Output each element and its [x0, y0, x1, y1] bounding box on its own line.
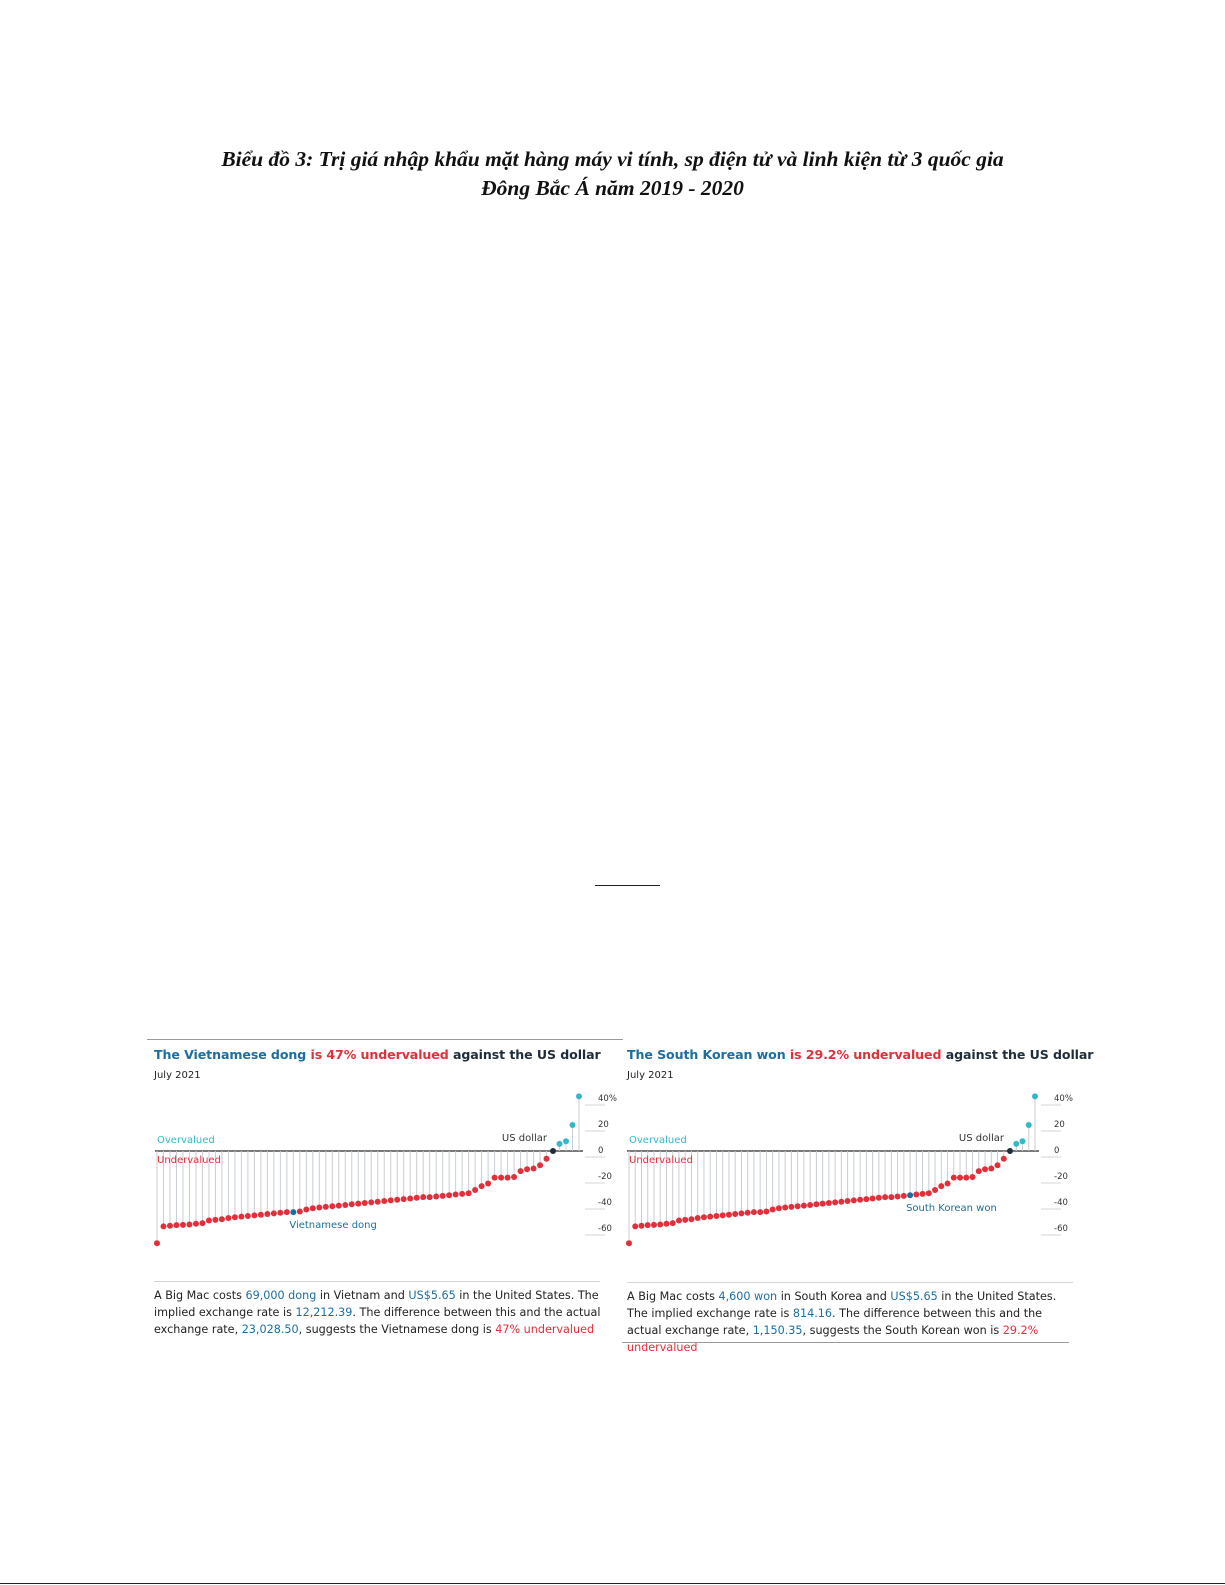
- description-fragment: . The difference between this and the actual exchange rate,: [154, 1306, 601, 1336]
- undervalued-dot: [544, 1156, 550, 1162]
- undervalued-dot: [782, 1205, 788, 1211]
- highlighted-currency-label: Vietnamese dong: [289, 1220, 377, 1232]
- y-tick-label: -20: [598, 1172, 612, 1182]
- overvalued-label: Overvalued: [629, 1135, 687, 1146]
- south-korea-big-mac-panel: [622, 1039, 1094, 1354]
- description-fragment: 814.16: [792, 1307, 832, 1320]
- description-separator: [627, 1282, 1073, 1283]
- undervalued-dot: [362, 1200, 368, 1206]
- y-tick-label: 20: [598, 1120, 609, 1130]
- undervalued-dot: [913, 1192, 919, 1198]
- undervalued-dot: [199, 1220, 205, 1226]
- footnote-rule: [595, 885, 660, 886]
- undervalued-dot: [751, 1209, 757, 1215]
- undervalued-dot: [271, 1210, 277, 1216]
- panel-description: [154, 1287, 614, 1338]
- panel-date: July 2021: [627, 1070, 674, 1081]
- undervalued-dot: [453, 1192, 459, 1198]
- undervalued-dot: [212, 1217, 218, 1223]
- undervalued-dot: [225, 1215, 231, 1221]
- undervalued-dot: [518, 1168, 524, 1174]
- description-fragment: A Big Mac costs: [154, 1289, 246, 1302]
- undervalued-dot: [995, 1162, 1001, 1168]
- undervalued-dot: [851, 1197, 857, 1203]
- undervalued-dot: [180, 1222, 186, 1228]
- panel-title: [627, 1047, 1093, 1062]
- undervalued-dot: [277, 1210, 283, 1216]
- undervalued-dot: [882, 1194, 888, 1200]
- undervalued-dot: [375, 1199, 381, 1205]
- undervalued-dot: [651, 1222, 657, 1228]
- undervalued-dot: [970, 1174, 976, 1180]
- undervalued-dot: [713, 1213, 719, 1219]
- description-fragment: 69,000 dong: [245, 1289, 317, 1302]
- undervalued-dot: [479, 1183, 485, 1189]
- undervalued-dot: [738, 1210, 744, 1216]
- chart-caption-line-2: Đông Bắc Á năm 2019 - 2020: [481, 176, 744, 200]
- undervalued-dot: [394, 1197, 400, 1203]
- undervalued-dot: [820, 1201, 826, 1207]
- undervalued-dot: [505, 1175, 511, 1181]
- undervalued-dot: [251, 1212, 257, 1218]
- panel-title: [154, 1047, 601, 1062]
- chart-caption-line-1: Biểu đồ 3: Trị giá nhập khẩu mặt hàng máy vi tính, sp điện tử và linh kiện từ 3 quốc gia: [221, 147, 1004, 171]
- description-fragment: in Vietnam and: [316, 1289, 409, 1302]
- overvalued-dot: [1026, 1122, 1032, 1128]
- title-currency: The Vietnamese dong: [154, 1047, 307, 1062]
- undervalued-dot: [982, 1166, 988, 1172]
- overvalued-dot: [1020, 1138, 1026, 1144]
- description-fragment: 23,028.50: [241, 1323, 299, 1336]
- undervalued-label: Undervalued: [629, 1155, 693, 1166]
- undervalued-dot: [531, 1166, 537, 1172]
- description-separator: [154, 1281, 600, 1282]
- y-tick-label: -60: [598, 1224, 612, 1234]
- undervalued-dot: [167, 1223, 173, 1229]
- description-fragment: , suggests the South Korean won is: [802, 1324, 1003, 1337]
- undervalued-dot: [857, 1197, 863, 1203]
- undervalued-dot: [963, 1175, 969, 1181]
- undervalued-dot: [638, 1223, 644, 1229]
- undervalued-dot: [801, 1203, 807, 1209]
- valuation-chart: [147, 1089, 617, 1279]
- undervalued-dot: [1001, 1156, 1007, 1162]
- highlighted-currency-dot: [907, 1192, 913, 1198]
- panel-description: [627, 1288, 1067, 1356]
- undervalued-dot: [349, 1201, 355, 1207]
- undervalued-dot: [284, 1209, 290, 1215]
- undervalued-dot: [485, 1181, 491, 1187]
- overvalued-dot: [1013, 1141, 1019, 1147]
- undervalued-dot: [670, 1220, 676, 1226]
- y-tick-label: -60: [1054, 1224, 1068, 1234]
- undervalued-label: Undervalued: [157, 1155, 221, 1166]
- undervalued-dot: [632, 1223, 638, 1229]
- undervalued-dot: [264, 1211, 270, 1217]
- undervalued-dot: [329, 1203, 335, 1209]
- undervalued-dot: [238, 1214, 244, 1220]
- y-tick-label: -20: [1054, 1172, 1068, 1182]
- y-tick-label: 40%: [1054, 1094, 1073, 1104]
- undervalued-dot: [870, 1195, 876, 1201]
- undervalued-dot: [745, 1210, 751, 1216]
- undervalued-dot: [193, 1221, 199, 1227]
- undervalued-dot: [414, 1195, 420, 1201]
- description-fragment: in South Korea and: [777, 1290, 891, 1303]
- undervalued-dot: [695, 1215, 701, 1221]
- undervalued-dot: [701, 1214, 707, 1220]
- description-fragment: . The difference between this and the actual exchange rate,: [627, 1307, 1043, 1337]
- undervalued-dot: [245, 1213, 251, 1219]
- undervalued-dot: [316, 1205, 322, 1211]
- us-dollar-dot: [1007, 1148, 1013, 1154]
- undervalued-dot: [938, 1183, 944, 1189]
- undervalued-dot: [219, 1216, 225, 1222]
- y-tick-label: 0: [598, 1146, 604, 1156]
- undervalued-dot: [303, 1207, 309, 1213]
- undervalued-dot: [770, 1207, 776, 1213]
- overvalued-label: Overvalued: [157, 1135, 215, 1146]
- undervalued-dot: [388, 1197, 394, 1203]
- undervalued-dot: [323, 1204, 329, 1210]
- y-tick-label: 40%: [598, 1094, 617, 1104]
- undervalued-dot: [355, 1201, 361, 1207]
- undervalued-dot: [433, 1194, 439, 1200]
- description-fragment: 12,212.39: [295, 1306, 353, 1319]
- undervalued-dot: [511, 1174, 517, 1180]
- undervalued-dot: [945, 1181, 951, 1187]
- undervalued-dot: [401, 1196, 407, 1202]
- y-tick-label: -40: [1054, 1198, 1068, 1208]
- undervalued-dot: [407, 1195, 413, 1201]
- description-fragment: in the United States. The implied exchange rate is: [627, 1290, 1057, 1320]
- undervalued-dot: [838, 1199, 844, 1205]
- undervalued-dot: [420, 1194, 426, 1200]
- undervalued-dot: [173, 1222, 179, 1228]
- panel-date: July 2021: [154, 1070, 201, 1081]
- undervalued-dot: [951, 1175, 957, 1181]
- overvalued-dot: [1032, 1093, 1038, 1099]
- undervalued-dot: [645, 1222, 651, 1228]
- undervalued-dot: [895, 1194, 901, 1200]
- undervalued-dot: [763, 1208, 769, 1214]
- y-tick-label: 0: [1054, 1146, 1060, 1156]
- overvalued-dot: [570, 1122, 576, 1128]
- panel-top-border: [147, 1039, 623, 1040]
- panel-bottom-border: [622, 1342, 1069, 1343]
- title-against: against the US dollar: [941, 1047, 1094, 1062]
- undervalued-dot: [492, 1175, 498, 1181]
- undervalued-dot: [657, 1221, 663, 1227]
- undervalued-dot: [258, 1212, 264, 1218]
- us-dollar-label: US dollar: [501, 1133, 548, 1144]
- vietnam-big-mac-panel: [147, 1039, 624, 1344]
- undervalued-dot: [368, 1199, 374, 1205]
- undervalued-dot: [498, 1175, 504, 1181]
- undervalued-dot: [876, 1195, 882, 1201]
- undervalued-dot: [720, 1212, 726, 1218]
- undervalued-dot: [932, 1187, 938, 1193]
- undervalued-dot: [381, 1198, 387, 1204]
- undervalued-dot: [676, 1218, 682, 1224]
- undervalued-dot: [988, 1166, 994, 1172]
- undervalued-dot: [788, 1204, 794, 1210]
- undervalued-dot: [901, 1193, 907, 1199]
- undervalued-dot: [342, 1202, 348, 1208]
- undervalued-dot: [845, 1198, 851, 1204]
- undervalued-dot: [976, 1168, 982, 1174]
- undervalued-dot: [440, 1193, 446, 1199]
- us-dollar-dot: [550, 1148, 556, 1154]
- undervalued-dot: [297, 1208, 303, 1214]
- undervalued-dot: [154, 1240, 160, 1246]
- undervalued-dot: [537, 1162, 543, 1168]
- description-fragment: 47% undervalued: [495, 1323, 595, 1336]
- y-tick-label: 20: [1054, 1120, 1065, 1130]
- undervalued-dot: [732, 1211, 738, 1217]
- undervalued-dot: [888, 1194, 894, 1200]
- description-fragment: 4,600 won: [718, 1290, 778, 1303]
- undervalued-dot: [807, 1202, 813, 1208]
- description-fragment: A Big Mac costs: [627, 1290, 719, 1303]
- overvalued-dot: [576, 1093, 582, 1099]
- undervalued-dot: [336, 1203, 342, 1209]
- undervalued-dot: [688, 1216, 694, 1222]
- undervalued-dot: [813, 1201, 819, 1207]
- undervalued-dot: [446, 1192, 452, 1198]
- undervalued-dot: [682, 1217, 688, 1223]
- description-fragment: in the United States. The implied exchange rate is: [154, 1289, 599, 1319]
- highlighted-currency-dot: [290, 1209, 296, 1215]
- undervalued-dot: [160, 1223, 166, 1229]
- undervalued-dot: [663, 1221, 669, 1227]
- title-valuation: is 47% undervalued: [306, 1047, 449, 1062]
- undervalued-dot: [206, 1218, 212, 1224]
- undervalued-dot: [795, 1203, 801, 1209]
- undervalued-dot: [826, 1200, 832, 1206]
- overvalued-dot: [557, 1141, 563, 1147]
- chart-caption: [100, 145, 1125, 203]
- undervalued-dot: [957, 1175, 963, 1181]
- title-currency: The South Korean won: [627, 1047, 786, 1062]
- undervalued-dot: [776, 1205, 782, 1211]
- undervalued-dot: [626, 1240, 632, 1246]
- undervalued-dot: [524, 1166, 530, 1172]
- undervalued-dot: [466, 1190, 472, 1196]
- undervalued-dot: [920, 1191, 926, 1197]
- overvalued-dot: [563, 1138, 569, 1144]
- highlighted-currency-label: South Korean won: [906, 1203, 997, 1215]
- undervalued-dot: [186, 1221, 192, 1227]
- undervalued-dot: [863, 1196, 869, 1202]
- us-dollar-label: US dollar: [958, 1133, 1005, 1144]
- undervalued-dot: [310, 1205, 316, 1211]
- description-fragment: US$5.65: [890, 1290, 938, 1303]
- description-fragment: US$5.65: [408, 1289, 456, 1302]
- undervalued-dot: [757, 1209, 763, 1215]
- undervalued-dot: [459, 1191, 465, 1197]
- undervalued-dot: [832, 1199, 838, 1205]
- description-fragment: 29.2% undervalued: [627, 1324, 1039, 1354]
- page-bottom-rule: [0, 1583, 1225, 1584]
- undervalued-dot: [707, 1214, 713, 1220]
- y-tick-label: -40: [598, 1198, 612, 1208]
- description-fragment: 1,150.35: [752, 1324, 803, 1337]
- undervalued-dot: [232, 1214, 238, 1220]
- title-valuation: is 29.2% undervalued: [785, 1047, 942, 1062]
- title-against: against the US dollar: [448, 1047, 601, 1062]
- undervalued-dot: [926, 1190, 932, 1196]
- description-fragment: , suggests the Vietnamese dong is: [298, 1323, 496, 1336]
- undervalued-dot: [427, 1194, 433, 1200]
- undervalued-dot: [726, 1212, 732, 1218]
- valuation-chart: [622, 1089, 1072, 1279]
- undervalued-dot: [472, 1187, 478, 1193]
